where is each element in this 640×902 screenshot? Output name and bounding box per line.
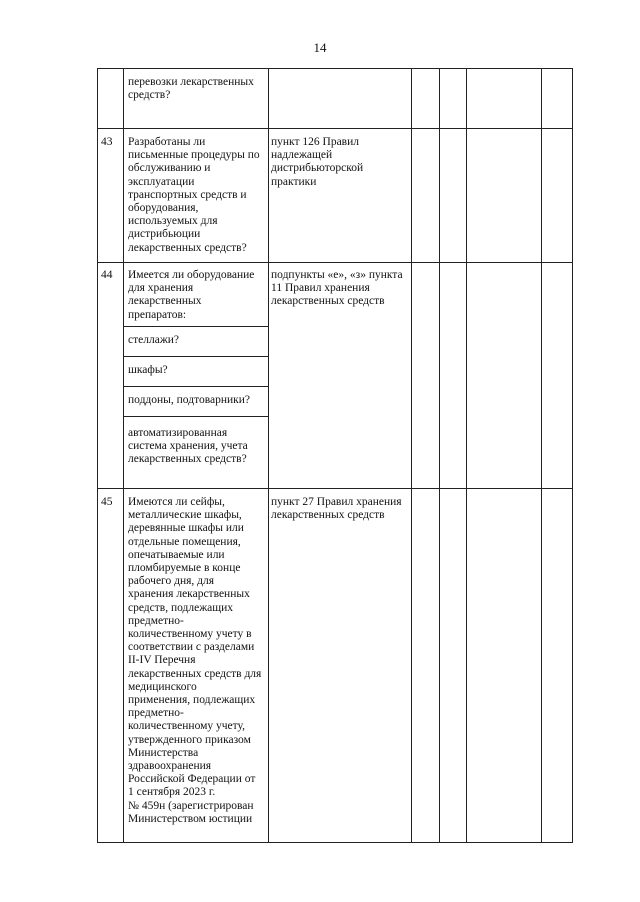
sub-question-text: автоматизированная система хранения, учета лекарственных средств? [128, 427, 248, 466]
row-divider [97, 128, 573, 129]
column-divider [466, 68, 467, 842]
column-divider [268, 68, 269, 842]
sub-question-text: шкафы? [128, 364, 168, 376]
row-number: 44 [101, 269, 113, 281]
checklist-table [97, 68, 573, 842]
column-divider [541, 68, 542, 842]
reference-text: пункт 126 Правил надлежащей дистрибьюторской практики [271, 136, 364, 188]
column-divider [411, 68, 412, 842]
reference-text: пункт 27 Правил хранения лекарственных средств [271, 496, 402, 522]
page-number: 14 [313, 40, 327, 55]
row-divider [97, 488, 573, 489]
sub-row-divider [123, 326, 268, 327]
row-divider [97, 262, 573, 263]
sub-question-text: поддоны, подтоварники? [128, 394, 250, 406]
question-text: Имеются ли сейфы, металлические шкафы, деревянные шкафы или отдельные помещения, опечатываемые или пломбируемые в конце рабочего дня, для хранения лекарственных средств, подлежащих предметно- количественному учету в соответствии с разделами II-IV Перечня лекарственных средств для медицинского применения, подлежащих предметно- количественному учету, утвержденного приказом Министерства здравоохранения Российской Федерации от 1 сентября 2023 г. № 459н (зарегистрирован Министерством юстиции [128, 496, 262, 825]
question-text: перевозки лекарственных средств? [128, 76, 254, 102]
column-divider [439, 68, 440, 842]
table-border-bottom [97, 842, 573, 843]
row-number: 45 [101, 496, 113, 508]
sub-row-divider [123, 356, 268, 357]
question-text: Разработаны ли письменные процедуры по обслуживанию и эксплуатации транспортных средств и оборудования, используемых для дистрибьюции лекарственных средств? [128, 136, 260, 254]
column-divider [123, 68, 124, 842]
reference-text: подпункты «е», «з» пункта 11 Правил хранения лекарственных средств [271, 269, 403, 308]
sub-row-divider [123, 416, 268, 417]
question-text: Имеется ли оборудование для хранения лекарственных препаратов: [128, 269, 255, 321]
row-number: 43 [101, 136, 113, 148]
sub-question-text: стеллажи? [128, 334, 180, 346]
column-divider [97, 68, 98, 842]
sub-row-divider [123, 386, 268, 387]
table-border-top [97, 68, 573, 69]
column-divider [572, 68, 573, 842]
